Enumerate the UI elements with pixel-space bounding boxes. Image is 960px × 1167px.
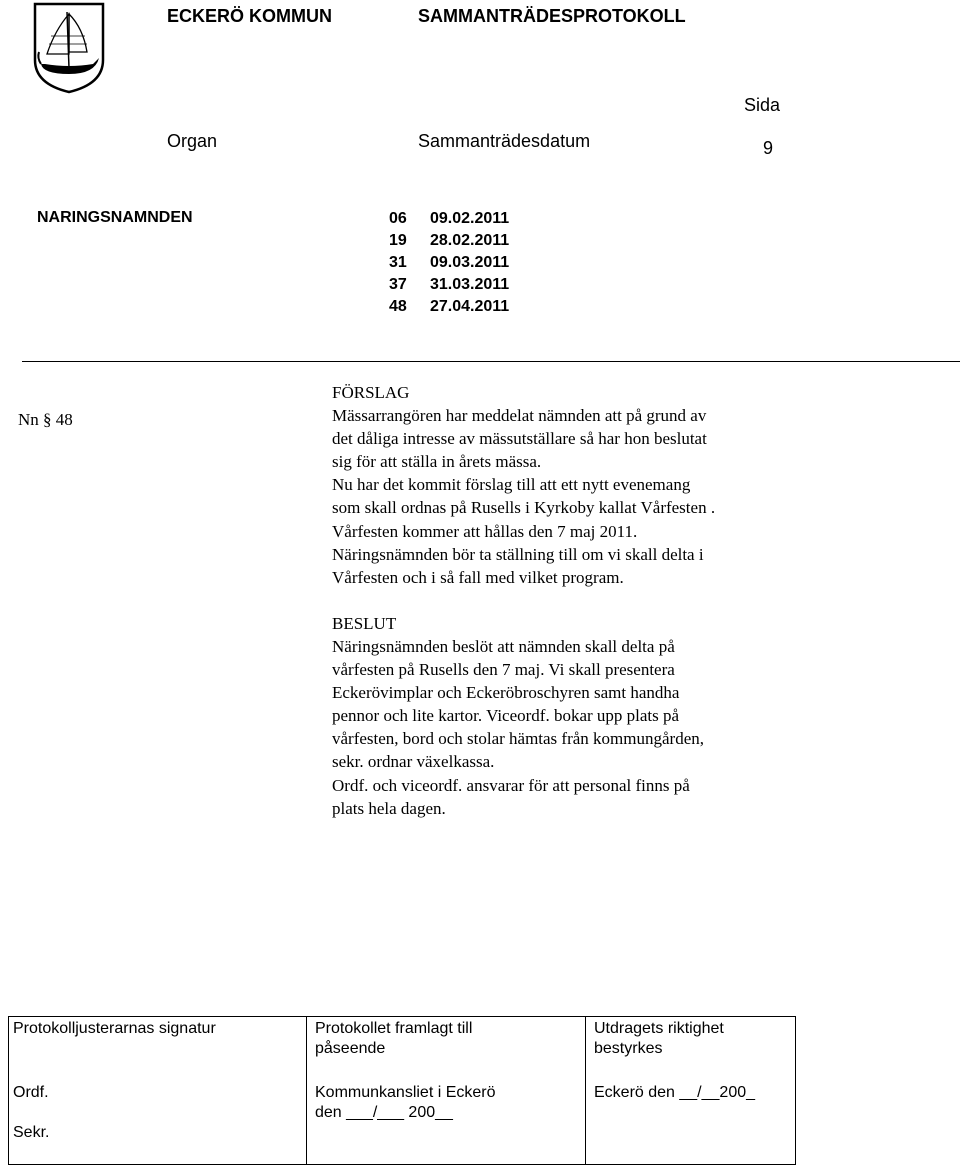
- organ-label: Organ: [167, 131, 218, 151]
- footer-certification: [585, 1017, 795, 1164]
- proposal-line: Vårfesten kommer att hållas den 7 maj 2011.: [332, 521, 638, 541]
- secretary-label: Sekr.: [13, 1124, 50, 1141]
- footer-posting: [306, 1017, 585, 1164]
- footer-signatures: [9, 1017, 306, 1164]
- posting-title-line1: Protokollet framlagt till: [315, 1020, 473, 1037]
- decision-line: sekr. ordnar växelkassa.: [332, 752, 495, 772]
- session-row: 31 09.03.2011: [389, 254, 510, 271]
- document-type: SAMMANTRÄDESPROTOKOLL: [418, 6, 686, 26]
- decision-line: pennor och lite kartor. Viceordf. bokar upp plats på: [332, 706, 680, 726]
- meeting-date-label: Sammanträdesdatum: [418, 131, 591, 151]
- posting-place: Kommunkansliet i Eckerö: [315, 1084, 496, 1101]
- municipality-name: ECKERÖ KOMMUN: [167, 6, 332, 26]
- certification-date: Eckerö den __/__200_: [594, 1084, 756, 1101]
- session-row: 06 09.02.2011: [389, 210, 510, 227]
- certification-title-line2: bestyrkes: [594, 1040, 663, 1057]
- item-reference: Nn § 48: [18, 410, 73, 429]
- proposal-line: Näringsnämnden bör ta ställning till om vi skall delta i: [332, 544, 704, 564]
- certification-title-line1: Utdragets riktighet: [594, 1020, 724, 1037]
- signatures-title: Protokolljusterarnas signatur: [13, 1020, 216, 1037]
- proposal-line: Mässarrangören har meddelat nämnden att på grund av: [332, 406, 707, 426]
- decision-line: Näringsnämnden beslöt att nämnden skall delta på: [332, 636, 675, 656]
- session-list: [389, 208, 509, 318]
- page-number: 9: [763, 138, 774, 158]
- session-row: 19 28.02.2011: [389, 232, 510, 249]
- session-row: 37 31.03.2011: [389, 276, 510, 293]
- proposal-line: Vårfesten och i så fall med vilket program.: [332, 567, 624, 587]
- posting-date: den ___/___ 200__: [315, 1104, 453, 1121]
- decision-line: plats hela dagen.: [332, 798, 446, 818]
- posting-title-line2: påseende: [315, 1040, 386, 1057]
- organ-name: NARINGSNAMNDEN: [37, 209, 193, 226]
- item-body: [332, 381, 932, 820]
- decision-line: vårfesten på Rusells den 7 maj. Vi skall presentera: [332, 660, 675, 680]
- signature-footer: [8, 1016, 796, 1165]
- section-divider: [22, 361, 960, 362]
- proposal-heading: FÖRSLAG: [332, 383, 410, 402]
- proposal-line: som skall ordnas på Rusells i Kyrkoby kallat Vårfesten .: [332, 498, 716, 518]
- proposal-line: det dåliga intresse av mässutställare så har hon beslutat: [332, 429, 707, 449]
- page-label: Sida: [744, 95, 781, 115]
- municipality-coat-of-arms: [33, 2, 105, 94]
- decision-line: Eckerövimplar och Eckeröbroschyren samt handha: [332, 683, 680, 703]
- session-row: 48 27.04.2011: [389, 298, 510, 315]
- chair-label: Ordf.: [13, 1084, 49, 1101]
- decision-heading: BESLUT: [332, 613, 397, 633]
- proposal-line: sig för att ställa in årets mässa.: [332, 452, 542, 472]
- decision-line: Ordf. och viceordf. ansvarar för att personal finns på: [332, 775, 690, 795]
- proposal-line: Nu har det kommit förslag till att ett nytt evenemang: [332, 475, 691, 495]
- decision-line: vårfesten, bord och stolar hämtas från kommungården,: [332, 729, 704, 749]
